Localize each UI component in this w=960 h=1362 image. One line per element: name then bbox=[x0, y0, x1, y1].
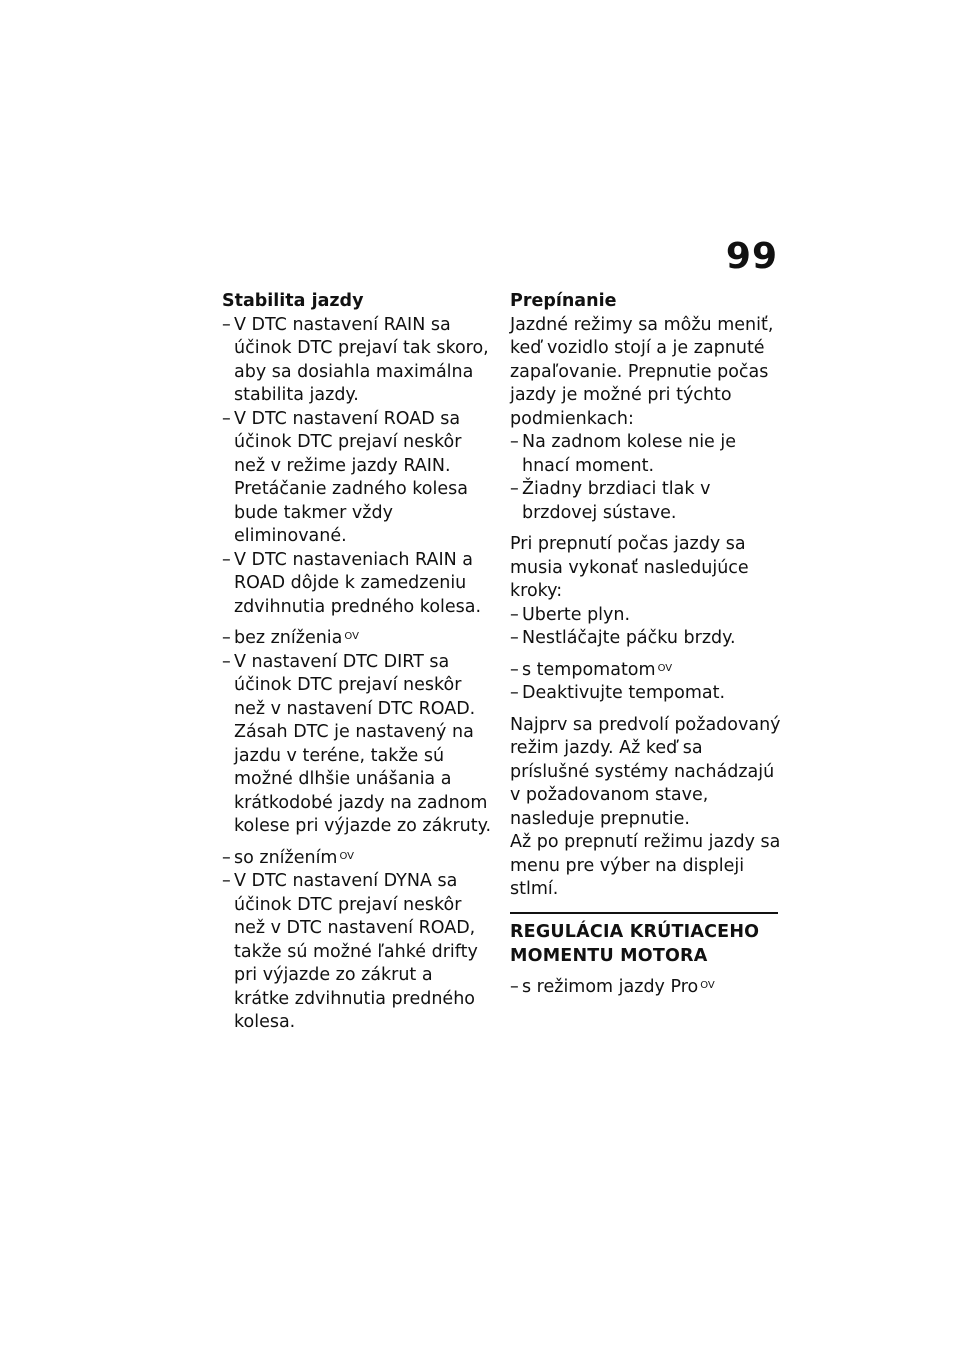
option-marker: OV bbox=[344, 631, 359, 642]
list-stabilita bbox=[222, 314, 492, 620]
option-marker: OV bbox=[657, 662, 673, 674]
list-item: – Žiadny brzdiaci tlak v brzdovej sústave. bbox=[510, 478, 782, 525]
list-item: – V DTC nastaveniach RAIN a ROAD dôjde k zamedzeniu zdvihnutia predného kolesa. bbox=[222, 549, 492, 620]
paragraph-az-po: Až po prepnutí režimu jazdy sa menu pre výber na displeji stlmí. bbox=[510, 832, 781, 899]
condition-text: so znížením bbox=[234, 847, 338, 868]
condition-bez-znizenia bbox=[222, 627, 492, 651]
option-marker: OV bbox=[339, 850, 355, 862]
section-divider bbox=[510, 912, 778, 914]
list-item: – Uberte plyn. bbox=[510, 604, 782, 628]
paragraph-intro: Jazdné režimy sa môžu meniť, keď vozidlo stojí a je zapnuté zapaľovanie. Prepnutie počas jazdy je možné pri týchto podmienkach: bbox=[510, 314, 774, 429]
list-item: – Na zadnom kolese nie je hnací moment. bbox=[510, 431, 782, 478]
list-item: – V DTC nastavení RAIN sa účinok DTC prejaví tak skoro, aby sa dosiahla maximálna stabilita jazdy. bbox=[222, 314, 492, 408]
option-marker: OV bbox=[700, 979, 715, 991]
list-item: – V DTC nastavení DYNA sa účinok DTC prejaví neskôr než v DTC nastavení ROAD, takže sú možné ľahké drifty pri výjazde zo zákrut a krátke zdvihnutia predného kolesa. bbox=[222, 870, 492, 1035]
heading-prepinanie: Prepínanie bbox=[510, 291, 617, 311]
condition-s-tempomatom bbox=[510, 659, 782, 683]
list-item: – V DTC nastavení ROAD sa účinok DTC prejaví neskôr než v režime jazdy RAIN. Pretáčanie zadného kolesa bude takmer vždy eliminované. bbox=[222, 408, 492, 549]
condition-text: bez zníženia bbox=[234, 628, 343, 648]
list-item: – Nestláčajte páčku brzdy. bbox=[510, 627, 782, 651]
right-column bbox=[510, 290, 782, 999]
list-item: – V nastavení DTC DIRT sa účinok DTC prejaví neskôr než v nastavení DTC ROAD. Zásah DTC je nastavený na jazdu v teréne, takže sú možné dlhšie unášania a krátkodobé jazdy na zadnom kolese pri výjazde zo zákruty. bbox=[222, 651, 492, 839]
page-number: 99 bbox=[725, 236, 778, 277]
condition-text: s tempomatom bbox=[522, 659, 656, 680]
paragraph-steps-intro: Pri prepnutí počas jazdy sa musia vykonať nasledujúce kroky: bbox=[510, 534, 749, 601]
section-title: REGULÁCIA KRÚTIACEHO MOMENTU MOTORA bbox=[510, 921, 760, 966]
left-column bbox=[222, 290, 492, 1035]
condition-so-znizenim bbox=[222, 847, 492, 871]
paragraph-najprv: Najprv sa predvolí požadovaný režim jazdy. Až keď sa príslušné systémy nachádzajú v požadovanom stave, nasleduje prepnutie. bbox=[510, 714, 781, 829]
heading-stabilita: Stabilita jazdy bbox=[222, 291, 364, 311]
condition-text: s režimom jazdy Pro bbox=[522, 976, 699, 997]
list-item: – Deaktivujte tempomat. bbox=[510, 682, 782, 706]
condition-rezim-pro bbox=[510, 976, 782, 1000]
